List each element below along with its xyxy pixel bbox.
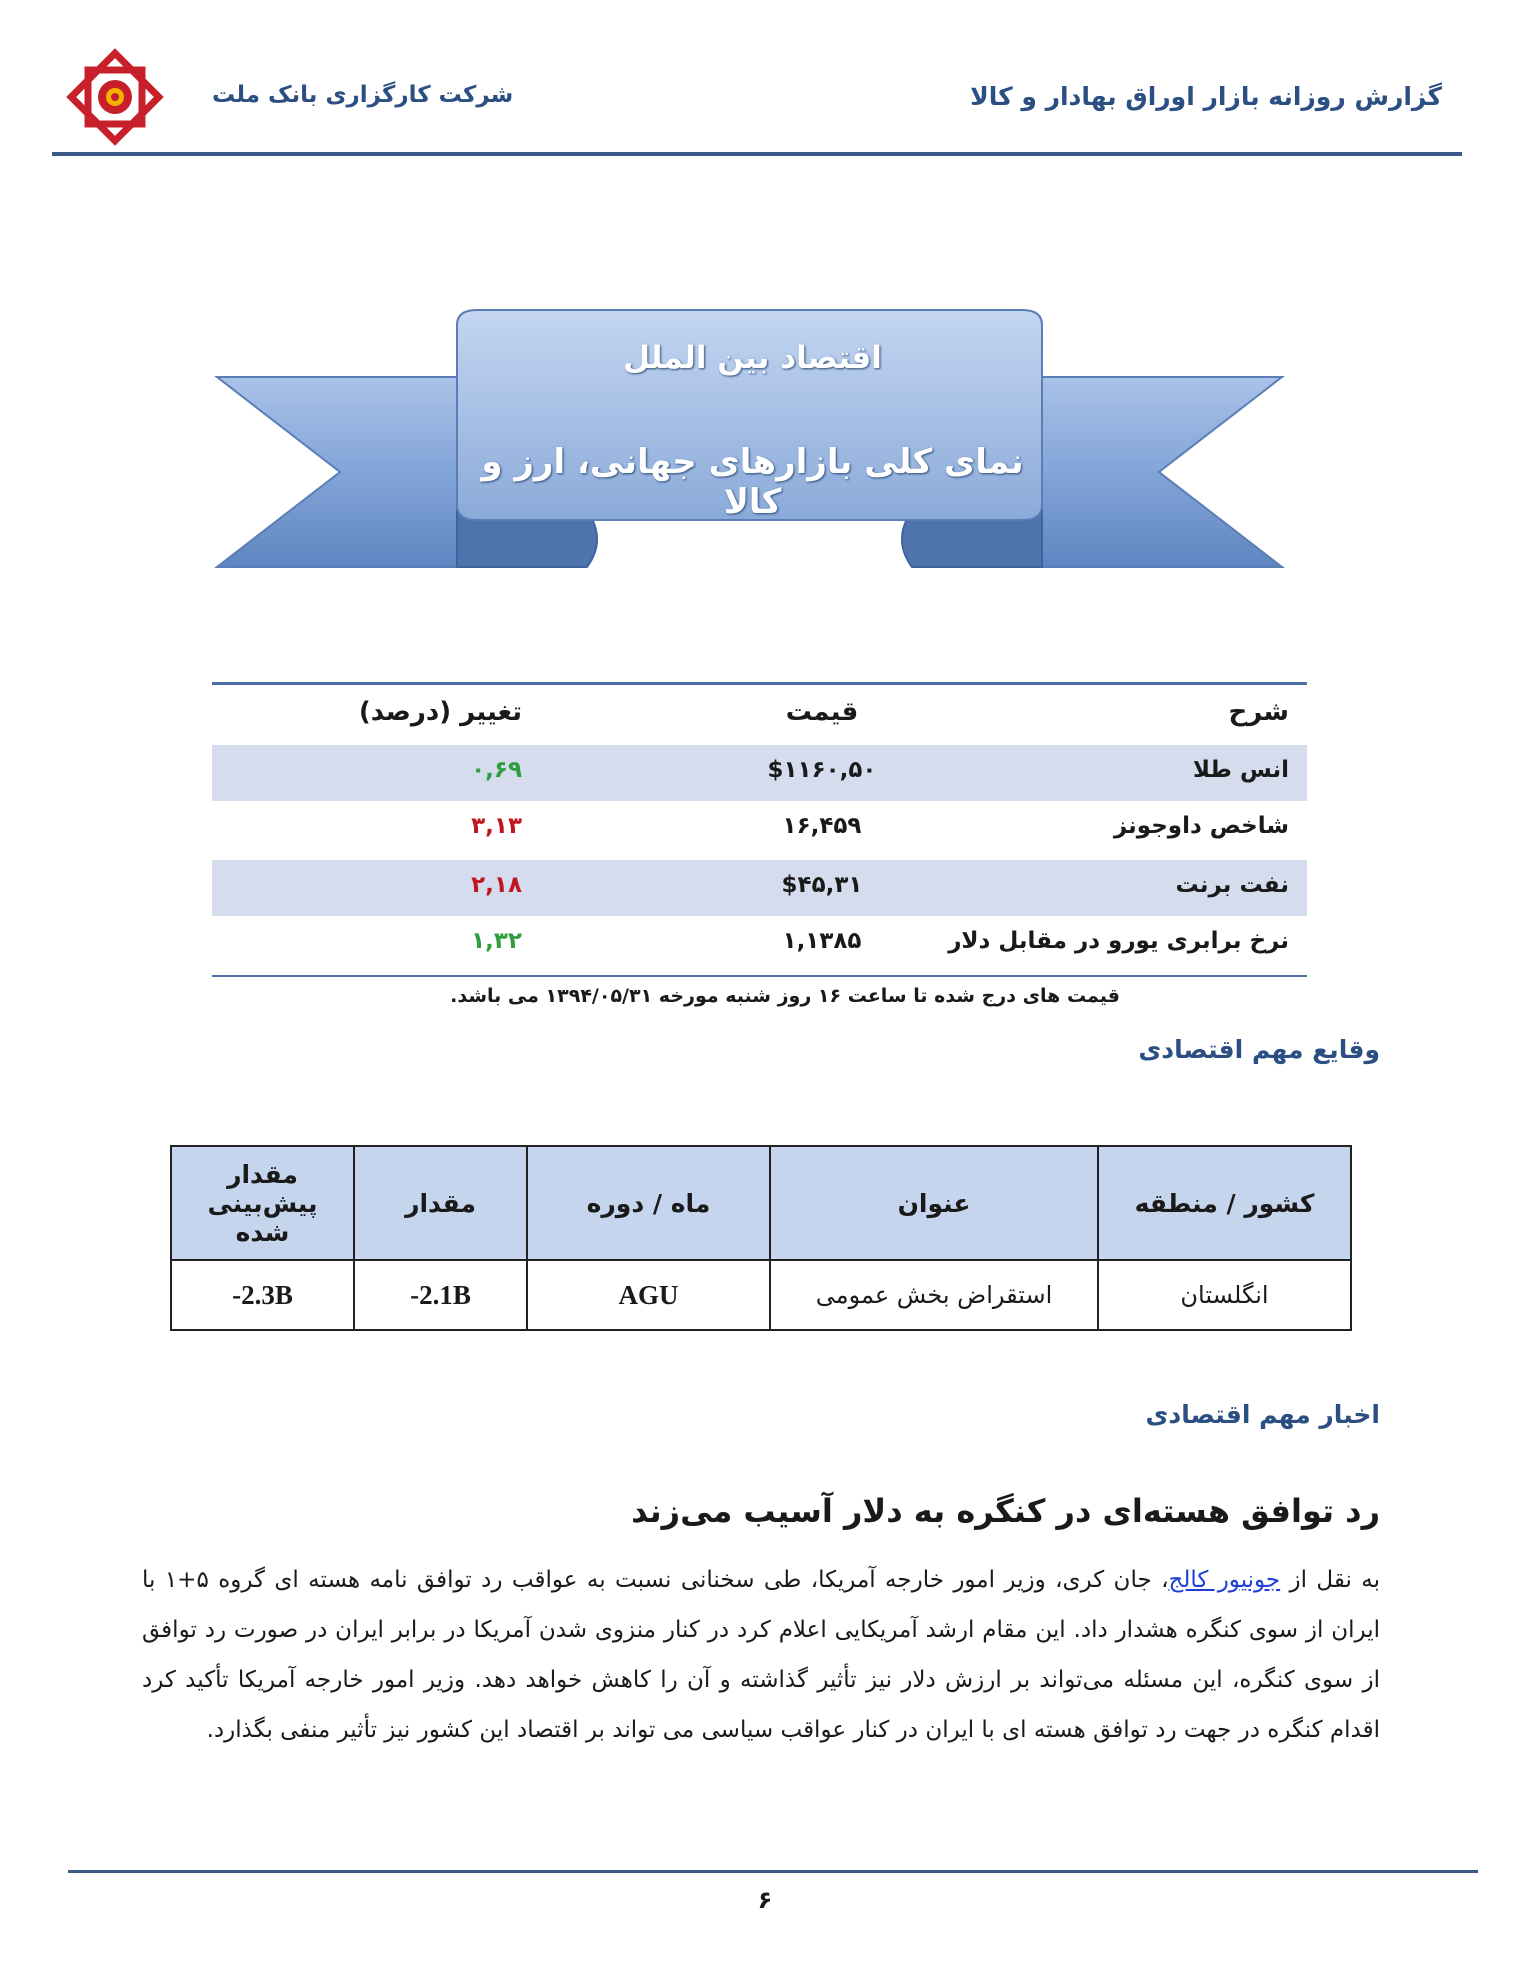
col-header-change: تغییر (درصد) <box>358 697 522 727</box>
market-table-header <box>212 685 1307 741</box>
table-row <box>212 916 1307 972</box>
row-price: ۱۶,۴۵۹ <box>782 813 862 839</box>
row-price: $۴۵,۳۱ <box>781 872 863 898</box>
event-country: انگلستان <box>1098 1260 1351 1330</box>
report-title: گزارش روزانه بازار اوراق بهادار و کالا <box>970 82 1442 111</box>
col-header-desc: شرح <box>1228 697 1289 727</box>
row-desc: شاخص داوجونز <box>1113 813 1289 839</box>
news-headline: رد توافق هسته‌ای در کنگره به دلار آسیب می‌زند <box>631 1492 1380 1530</box>
banner-title: اقتصاد بین الملل <box>623 340 882 376</box>
source-link[interactable]: جونیور کالج <box>1168 1567 1281 1593</box>
col-header-price: قیمت <box>785 697 859 727</box>
row-change: ۲,۱۸ <box>471 872 522 898</box>
banner-subtitle: نمای کلی بازارهای جهانی، ارز و کالا <box>481 442 1024 522</box>
page-number: ۶ <box>757 1886 773 1914</box>
row-desc: نرخ برابری یورو در مقابل دلار <box>948 928 1289 954</box>
news-body-intro: به نقل از <box>1280 1567 1380 1593</box>
header-divider <box>52 152 1462 156</box>
row-price: ۱,۱۳۸۵ <box>782 928 862 954</box>
row-desc: نفت برنت <box>1175 872 1289 898</box>
event-forecast: -2.3B <box>171 1260 354 1330</box>
table-row <box>171 1260 1351 1330</box>
company-name: شرکت کارگزاری بانک ملت <box>212 82 514 108</box>
table-row <box>212 801 1307 857</box>
col-header-value: مقدار <box>354 1146 527 1260</box>
company-logo <box>62 48 168 148</box>
table-row <box>212 745 1307 801</box>
row-change: ۱,۳۲ <box>471 928 522 954</box>
events-section-title: وقایع مهم اقتصادی <box>1138 1035 1380 1064</box>
row-change: ۳,۱۳ <box>471 813 522 839</box>
table-row <box>212 860 1307 916</box>
events-table-header <box>171 1146 1351 1260</box>
row-desc: انس طلا <box>1192 757 1289 783</box>
row-change: ۰,۶۹ <box>471 757 522 783</box>
event-title: استقراض بخش عمومی <box>770 1260 1098 1330</box>
news-body-text: ، جان کری، وزیر امور خارجه آمریکا، طی سخنانی نسبت به عواقب رد توافق نامه هسته ای گروه ۵+۱ با ایران از سوی کنگره هشدار داد. این مقام ارشد آمریکایی اعلام کرد در کنار منزوی شدن آمریکا در برابر ایران در صورت رد توافق از سوی کنگره، این مسئله می‌تواند بر ارزش دلار نیز تأثیر گذاشته و آن را کاهش خواهد دهد. وزیر امور خارجه آمریکا تأکید کرد اقدام کنگره در جهت رد توافق هسته ای با ایران در کنار عواقب سیاسی می تواند بر اقتصاد این کشور نیز تأثیر منفی بگذارد. <box>142 1567 1380 1743</box>
news-body <box>142 1555 1380 1755</box>
table-bottom-rule <box>212 975 1307 977</box>
col-header-period: ماه / دوره <box>527 1146 770 1260</box>
footer-divider <box>68 1870 1478 1873</box>
event-value: -2.1B <box>354 1260 527 1330</box>
news-section-title: اخبار مهم اقتصادی <box>1145 1400 1380 1429</box>
col-header-country: کشور / منطقه <box>1098 1146 1351 1260</box>
row-price: $۱۱۶۰,۵۰ <box>767 757 877 783</box>
price-note: قیمت های درج شده تا ساعت ۱۶ روز شنبه مورخه ۱۳۹۴/۰۵/۳۱ می باشد. <box>450 985 1120 1007</box>
col-header-forecast: مقدار پیش‌بینی شده <box>171 1146 354 1260</box>
events-table <box>170 1145 1352 1331</box>
event-period: AGU <box>527 1260 770 1330</box>
col-header-title: عنوان <box>770 1146 1098 1260</box>
